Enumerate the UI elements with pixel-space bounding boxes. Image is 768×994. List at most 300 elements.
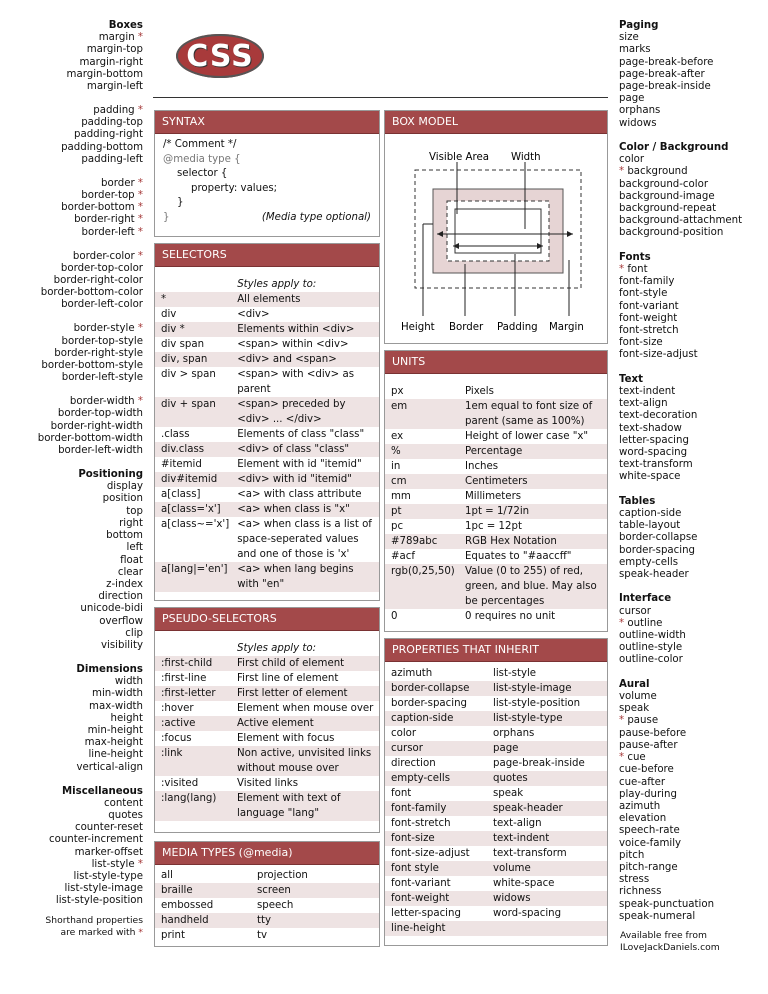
property-name: quotes — [108, 809, 143, 821]
property-name: stress — [619, 874, 650, 886]
right-property-item[interactable] — [619, 569, 768, 581]
unit-row-cell: Inches — [465, 461, 499, 472]
property-name: page-break-inside — [619, 81, 711, 93]
left-property-item[interactable] — [0, 275, 143, 287]
left-property-item[interactable] — [0, 762, 143, 774]
property-name: border-bottom-color — [40, 287, 143, 299]
property-name: widows — [619, 117, 657, 129]
property-name: marks — [619, 44, 651, 56]
left-property-item[interactable] — [0, 688, 143, 700]
syntax-line: /* Comment */ — [163, 139, 237, 150]
property-name: font-size — [619, 337, 663, 349]
left-property-item[interactable] — [0, 567, 143, 579]
selector-row-cell: Elements within <div> — [231, 322, 379, 337]
left-property-item[interactable] — [0, 202, 143, 214]
left-group-title: Miscellaneous — [62, 785, 143, 797]
inherit-row-cell: font style — [385, 861, 487, 876]
right-group-title: Interface — [619, 593, 672, 605]
right-property-item[interactable] — [619, 557, 768, 569]
property-name: font-variant — [619, 300, 679, 312]
selector-row-cell: div — [161, 309, 177, 320]
right-property-item[interactable] — [619, 191, 768, 203]
right-group-title: Fonts — [619, 251, 651, 263]
shorthand-star-icon: * — [619, 752, 628, 764]
right-group — [619, 20, 768, 130]
inherit-row — [385, 711, 607, 726]
inherit-row — [385, 831, 607, 846]
left-property-item[interactable] — [0, 69, 143, 81]
property-name: color — [619, 154, 645, 166]
left-property-item[interactable] — [0, 871, 143, 883]
right-property-item[interactable] — [619, 435, 768, 447]
property-name: text-decoration — [619, 410, 698, 422]
unit-row — [385, 444, 607, 459]
padding-label: Padding — [497, 322, 538, 333]
property-name: border-top-width — [57, 408, 143, 420]
right-property-item[interactable] — [619, 813, 768, 825]
pseudo-row — [155, 671, 379, 686]
selector-row-cell: <span> within <div> — [237, 339, 349, 350]
right-property-item[interactable] — [619, 532, 768, 544]
left-property-item[interactable] — [0, 542, 143, 554]
left-property-item[interactable] — [0, 227, 143, 239]
right-property-item[interactable] — [619, 801, 768, 813]
left-property-item[interactable] — [0, 506, 143, 518]
property-name: speak-header — [619, 569, 689, 581]
right-property-item[interactable] — [619, 423, 768, 435]
pseudo-row-cell: :first-letter — [155, 686, 231, 701]
right-property-item[interactable] — [619, 789, 768, 801]
left-property-index — [0, 20, 143, 939]
inherit-row-cell: speak — [493, 788, 524, 799]
left-property-item[interactable] — [0, 360, 143, 372]
left-property-item[interactable] — [0, 713, 143, 725]
selector-row — [155, 352, 379, 367]
left-group — [0, 20, 143, 93]
left-property-item[interactable] — [0, 44, 143, 56]
left-property-item[interactable] — [0, 396, 143, 408]
selector-row — [155, 457, 379, 472]
pseudo-row-cell: :focus — [161, 733, 192, 744]
right-group-title: Color / Background — [619, 142, 729, 154]
selector-row-cell: <a> when class is "x" — [231, 502, 379, 517]
selector-row — [155, 322, 379, 337]
left-property-item[interactable] — [0, 579, 143, 591]
right-property-item[interactable] — [619, 606, 768, 618]
right-property-item[interactable] — [619, 337, 768, 349]
left-property-item[interactable] — [0, 57, 143, 69]
right-property-item[interactable] — [619, 313, 768, 325]
units-title: UNITS — [385, 351, 607, 374]
pseudo-row — [155, 776, 379, 791]
left-property-item[interactable] — [0, 834, 143, 846]
inherit-row — [385, 801, 607, 816]
unit-row-cell: Pixels — [465, 386, 494, 397]
right-property-item[interactable] — [619, 69, 768, 81]
pseudo-row-cell: :link — [155, 746, 231, 776]
inherit-row-cell: border-collapse — [385, 681, 487, 696]
pseudo-row-cell: Element with text of language "lang" — [231, 791, 379, 821]
units-table — [385, 384, 607, 624]
right-property-item[interactable] — [619, 32, 768, 44]
media-row — [155, 928, 379, 943]
right-property-item[interactable] — [619, 203, 768, 215]
left-property-item[interactable] — [0, 725, 143, 737]
unit-row-cell: Value (0 to 255) of red, green, and blue. May also be percentages — [459, 564, 607, 609]
media-row — [155, 868, 379, 883]
inherit-row — [385, 876, 607, 891]
inherit-row-cell: orphans — [493, 728, 535, 739]
right-property-item[interactable] — [619, 105, 768, 117]
property-name: margin-top — [86, 44, 143, 56]
media-row-cell: braille — [155, 883, 251, 898]
property-name: background-repeat — [619, 203, 717, 215]
right-property-item[interactable] — [619, 654, 768, 666]
pseudo-row-cell: First child of element — [231, 656, 379, 671]
right-property-item[interactable] — [619, 886, 768, 898]
property-name: display — [106, 481, 143, 493]
property-name: direction — [98, 591, 143, 603]
pseudo-row — [155, 791, 379, 821]
pseudo-row-cell: Visited links — [237, 778, 299, 789]
right-property-item[interactable] — [619, 874, 768, 886]
selector-row-cell: * — [155, 292, 231, 307]
property-name: background — [627, 166, 688, 178]
inherit-row-cell: line-height — [385, 921, 487, 936]
media-table — [155, 868, 379, 943]
right-property-item[interactable] — [619, 93, 768, 105]
inherit-row-cell: letter-spacing — [391, 908, 461, 919]
right-property-item[interactable] — [619, 386, 768, 398]
right-property-item[interactable] — [619, 508, 768, 520]
right-property-item[interactable] — [619, 349, 768, 361]
unit-row — [385, 429, 607, 444]
inherit-row — [385, 861, 607, 876]
left-property-item[interactable] — [0, 117, 143, 129]
right-property-item[interactable] — [619, 764, 768, 776]
left-property-item[interactable] — [0, 154, 143, 166]
unit-row-cell: 0 — [391, 611, 398, 622]
right-property-item[interactable] — [619, 740, 768, 752]
right-property-item[interactable] — [619, 154, 768, 166]
right-property-item[interactable] — [619, 715, 768, 727]
selector-row-cell: a[lang|='en'] — [155, 562, 231, 592]
property-name: line-height — [88, 749, 143, 761]
pseudo-selectors-panel — [154, 607, 380, 833]
right-property-item[interactable] — [619, 728, 768, 740]
inherit-row — [385, 906, 607, 921]
unit-row-cell: 1pt = 1/72in — [459, 504, 607, 519]
selector-row — [155, 562, 379, 592]
left-property-item[interactable] — [0, 190, 143, 202]
left-group — [0, 323, 143, 384]
inherit-row-cell: widows — [487, 891, 607, 906]
property-name: elevation — [619, 813, 667, 825]
property-name: empty-cells — [619, 556, 679, 568]
shorthand-note-line: Shorthand properties — [45, 915, 143, 927]
media-row-cell: projection — [257, 870, 308, 881]
property-name: border-width — [69, 396, 135, 408]
right-property-item[interactable] — [619, 325, 768, 337]
left-property-item[interactable] — [0, 798, 143, 810]
left-property-item[interactable] — [0, 518, 143, 530]
unit-row — [385, 519, 607, 534]
right-property-item[interactable] — [619, 264, 768, 276]
property-name: width — [114, 676, 143, 688]
right-property-item[interactable] — [619, 179, 768, 191]
property-name: background-attachment — [619, 215, 743, 227]
shorthand-star-icon: * — [619, 715, 628, 727]
inherit-row-cell: text-transform — [493, 848, 567, 859]
left-property-item[interactable] — [0, 859, 143, 871]
property-name: white-space — [619, 471, 681, 483]
pseudo-row — [155, 731, 379, 746]
property-name: border-top — [81, 190, 135, 202]
property-name: voice-family — [619, 837, 682, 849]
right-property-item[interactable] — [619, 44, 768, 56]
left-property-item[interactable] — [0, 323, 143, 335]
inherit-row-cell: font — [391, 788, 412, 799]
unit-row-cell: #789abc — [385, 534, 459, 549]
left-property-item[interactable] — [0, 701, 143, 713]
inherit-row-cell: caption-side — [385, 711, 487, 726]
property-name: vertical-align — [76, 761, 143, 773]
inherit-row-cell: border-spacing — [391, 698, 468, 709]
property-name: table-layout — [619, 520, 681, 532]
inherit-row-cell: font-stretch — [391, 818, 451, 829]
shorthand-star-icon: * — [134, 32, 143, 44]
inherit-row-cell: cursor — [385, 741, 487, 756]
shorthand-star-icon: * — [619, 166, 628, 178]
left-property-item[interactable] — [0, 555, 143, 567]
right-property-item[interactable] — [619, 227, 768, 239]
right-property-item[interactable] — [619, 459, 768, 471]
right-property-item[interactable] — [619, 630, 768, 642]
selector-row-cell: All elements — [231, 292, 379, 307]
left-property-item[interactable] — [0, 421, 143, 433]
media-row-cell: speech — [257, 900, 294, 911]
left-property-item[interactable] — [0, 616, 143, 628]
property-name: float — [120, 554, 143, 566]
unit-row-cell: in — [391, 461, 401, 472]
unit-row — [385, 459, 607, 474]
pseudo-row-cell: :first-child — [155, 656, 231, 671]
header-rule — [153, 97, 608, 98]
right-property-item[interactable] — [619, 520, 768, 532]
left-property-item[interactable] — [0, 676, 143, 688]
pseudo-row-cell: First letter of element — [231, 686, 379, 701]
inherit-row — [385, 921, 607, 936]
selector-row-cell: <div> of class "class" — [231, 442, 379, 457]
selector-row-cell: div + span — [155, 397, 231, 427]
selector-row — [155, 367, 379, 397]
property-name: letter-spacing — [619, 434, 689, 446]
left-property-item[interactable] — [0, 810, 143, 822]
right-property-item[interactable] — [619, 118, 768, 130]
shorthand-note-text: are marked with — [60, 927, 136, 939]
right-property-item[interactable] — [619, 81, 768, 93]
right-group-title: Paging — [619, 20, 659, 31]
right-group — [619, 374, 768, 484]
right-property-item[interactable] — [619, 215, 768, 227]
right-property-item[interactable] — [619, 691, 768, 703]
selector-row — [155, 517, 379, 562]
left-property-item[interactable] — [0, 105, 143, 117]
right-property-item[interactable] — [619, 618, 768, 630]
logo-text: CSS — [186, 38, 254, 74]
right-property-item[interactable] — [619, 838, 768, 850]
inherit-row — [385, 891, 607, 906]
selector-row-cell: <div> — [237, 309, 270, 320]
left-property-item[interactable] — [0, 847, 143, 859]
right-property-item[interactable] — [619, 471, 768, 483]
unit-row-cell: % — [385, 444, 459, 459]
footer-line: Available free from — [620, 930, 707, 941]
right-property-item[interactable] — [619, 752, 768, 764]
right-property-item[interactable] — [619, 288, 768, 300]
left-group-title: Boxes — [108, 20, 143, 31]
right-property-item[interactable] — [619, 447, 768, 459]
unit-row — [385, 474, 607, 489]
property-name: right — [119, 517, 143, 529]
unit-row-cell: pt — [385, 504, 459, 519]
left-property-item[interactable] — [0, 287, 143, 299]
inherit-row-cell: list-style-image — [487, 681, 607, 696]
right-property-item[interactable] — [619, 276, 768, 288]
right-property-item[interactable] — [619, 777, 768, 789]
right-property-item[interactable] — [619, 899, 768, 911]
left-property-item[interactable] — [0, 348, 143, 360]
syntax-note: (Media type optional) — [261, 211, 371, 223]
right-property-index — [619, 20, 768, 935]
left-property-item[interactable] — [0, 81, 143, 93]
right-property-item[interactable] — [619, 57, 768, 69]
selectors-panel — [154, 243, 380, 601]
right-property-item[interactable] — [619, 911, 768, 923]
left-property-item[interactable] — [0, 822, 143, 834]
footer-credit — [620, 930, 768, 953]
right-property-item[interactable] — [619, 642, 768, 654]
left-property-item[interactable] — [0, 433, 143, 445]
property-name: orphans — [619, 105, 661, 117]
inherit-row-cell: font-family — [385, 801, 487, 816]
right-property-item[interactable] — [619, 410, 768, 422]
pseudo-row-cell: Element with focus — [237, 733, 335, 744]
property-name: page-break-before — [619, 56, 714, 68]
left-property-item[interactable] — [0, 372, 143, 384]
selector-row — [155, 307, 379, 322]
units-panel — [384, 350, 608, 632]
right-group — [619, 679, 768, 923]
right-property-item[interactable] — [619, 301, 768, 313]
inherit-row-cell: direction — [391, 758, 436, 769]
left-property-item[interactable] — [0, 591, 143, 603]
left-property-item[interactable] — [0, 142, 143, 154]
left-group-title: Dimensions — [76, 663, 143, 675]
right-property-item[interactable] — [619, 850, 768, 862]
left-property-item[interactable] — [0, 408, 143, 420]
right-property-item[interactable] — [619, 825, 768, 837]
left-property-item[interactable] — [0, 481, 143, 493]
unit-row-cell: Equates to "#aaccff" — [465, 551, 572, 562]
shorthand-star-icon: * — [135, 927, 143, 939]
right-property-item[interactable] — [619, 398, 768, 410]
media-types-panel — [154, 841, 380, 947]
property-name: border-style — [73, 323, 135, 335]
property-name: border-right — [74, 214, 135, 226]
property-name: border-top-color — [60, 262, 143, 274]
left-property-item[interactable] — [0, 251, 143, 263]
shorthand-star-icon: * — [134, 214, 143, 226]
css-logo — [176, 34, 264, 78]
property-name: pitch — [619, 849, 645, 861]
left-property-item[interactable] — [0, 263, 143, 275]
left-property-item[interactable] — [0, 603, 143, 615]
property-name: border-left-width — [58, 445, 143, 457]
property-name: bottom — [106, 530, 143, 542]
left-property-item[interactable] — [0, 493, 143, 505]
property-name: border-collapse — [619, 532, 698, 544]
left-property-item[interactable] — [0, 530, 143, 542]
pseudo-row-cell: :lang(lang) — [155, 791, 231, 821]
unit-row — [385, 549, 607, 564]
property-name: font-size-adjust — [619, 349, 698, 361]
left-property-item[interactable] — [0, 32, 143, 44]
left-property-item[interactable] — [0, 640, 143, 652]
shorthand-star-icon: * — [134, 202, 143, 214]
property-name: min-width — [92, 688, 143, 700]
left-property-item[interactable] — [0, 749, 143, 761]
inherit-row-cell: speak-header — [487, 801, 607, 816]
left-property-item[interactable] — [0, 214, 143, 226]
left-property-item[interactable] — [0, 895, 143, 907]
selector-row-cell: a[class~='x'] — [161, 519, 230, 530]
selector-row — [155, 427, 379, 442]
left-group — [0, 251, 143, 312]
left-property-item[interactable] — [0, 445, 143, 457]
property-name: margin-bottom — [66, 68, 143, 80]
right-property-item[interactable] — [619, 166, 768, 178]
selectors-header: Styles apply to: — [237, 279, 317, 290]
left-property-item[interactable] — [0, 737, 143, 749]
property-name: content — [103, 797, 143, 809]
pseudo-row-cell: :active — [155, 716, 231, 731]
property-name: text-indent — [619, 386, 676, 398]
footer-link[interactable]: ILoveJackDaniels.com — [620, 941, 720, 953]
left-property-item[interactable] — [0, 178, 143, 190]
box-model-diagram — [385, 134, 607, 343]
left-property-item[interactable] — [0, 883, 143, 895]
property-name: counter-reset — [74, 822, 143, 834]
inherit-table — [385, 666, 607, 936]
right-property-item[interactable] — [619, 545, 768, 557]
left-group — [0, 396, 143, 457]
right-property-item[interactable] — [619, 862, 768, 874]
right-property-item[interactable] — [619, 703, 768, 715]
inherit-row-cell — [487, 921, 607, 936]
left-property-item[interactable] — [0, 336, 143, 348]
left-property-item[interactable] — [0, 628, 143, 640]
property-name: padding-top — [81, 117, 143, 129]
left-property-item[interactable] — [0, 129, 143, 141]
property-name: border — [101, 177, 135, 189]
syntax-line: } — [163, 211, 170, 223]
pseudo-row — [155, 746, 379, 776]
left-property-item[interactable] — [0, 299, 143, 311]
media-row-cell: tv — [257, 930, 268, 941]
property-name: padding — [93, 105, 135, 117]
unit-row — [385, 564, 607, 609]
